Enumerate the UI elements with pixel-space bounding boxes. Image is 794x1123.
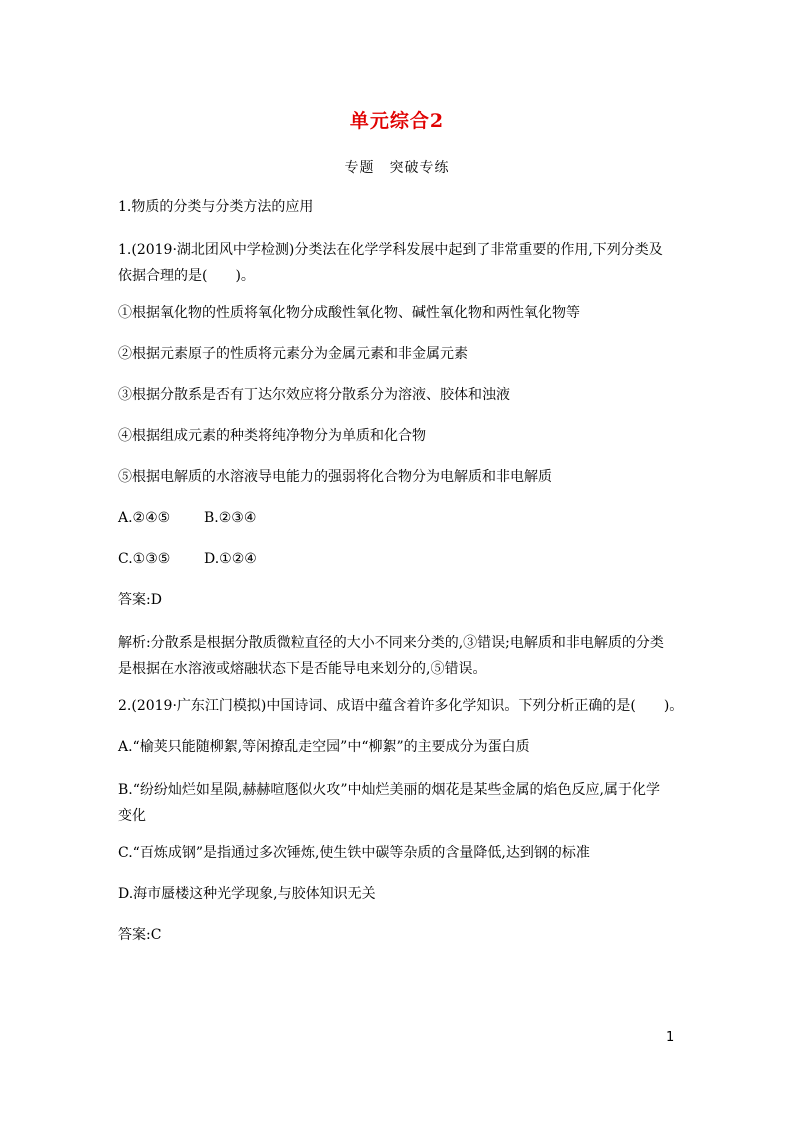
- question-1-analysis: [118, 630, 683, 682]
- question-2-answer: 答案:C: [118, 927, 162, 943]
- question-1-analysis-line-1: 解析:分散系是根据分散质微粒直径的大小不同来分类的,③错误;电解质和非电解质的分类: [118, 635, 664, 651]
- page-number: 1: [666, 1030, 675, 1045]
- question-2-option-c: C.“百炼成钢”是指通过多次锤炼,使生铁中碳等杂质的含量降低,达到钢的标准: [118, 845, 590, 861]
- question-2-option-a: A.“榆荚只能随柳絮,等闲撩乱走空园”中“柳絮”的主要成分为蛋白质: [118, 739, 530, 755]
- question-2-option-b: [118, 777, 683, 829]
- question-1-analysis-line-2: 是根据在水溶液或熔融状态下是否能导电来划分的,⑤错误。: [118, 661, 487, 677]
- question-1-option-b: B.②③④: [204, 510, 257, 526]
- question-1-item-3: ③根据分散系是否有丁达尔效应将分散系分为溶液、胶体和浊液: [118, 387, 510, 403]
- section-heading: 1.物质的分类与分类方法的应用: [118, 199, 314, 215]
- document-title: 单元综合2: [349, 110, 445, 132]
- question-1-options-row-1: [118, 507, 683, 529]
- question-1-item-5: ⑤根据电解质的水溶液导电能力的强弱将化合物分为电解质和非电解质: [118, 469, 552, 485]
- question-2-option-b-line-2: 变化: [118, 808, 146, 824]
- question-2-option-b-line-1: B.“纷纷灿烂如星陨,赫赫喧豗似火攻”中灿烂美丽的烟花是某些金属的焰色反应,属于化学: [118, 782, 660, 798]
- question-1-stem-line-2: 依据合理的是( )。: [118, 268, 255, 284]
- question-1-option-d: D.①②④: [204, 551, 257, 567]
- question-1-option-c: C.①③⑤: [118, 551, 171, 567]
- question-1-stem-line-1: 1.(2019·湖北团风中学检测)分类法在化学学科发展中起到了非常重要的作用,下列分类及: [118, 242, 663, 258]
- question-1-item-1: ①根据氧化物的性质将氧化物分成酸性氧化物、碱性氧化物和两性氧化物等: [118, 305, 580, 321]
- document-subtitle: 专题 突破专练: [344, 160, 450, 176]
- question-2-option-d: D.海市蜃楼这种光学现象,与胶体知识无关: [118, 886, 376, 902]
- question-1-options-row-2: [118, 548, 683, 570]
- document-body: [118, 196, 683, 965]
- question-1-stem: [118, 237, 683, 289]
- question-1-item-4: ④根据组成元素的种类将纯净物分为单质和化合物: [118, 428, 426, 444]
- question-2-stem: 2.(2019·广东江门模拟)中国诗词、成语中蕴含着许多化学知识。下列分析正确的是( )。: [118, 698, 684, 714]
- question-1-option-a: A.②④⑤: [118, 510, 171, 526]
- question-1-item-2: ②根据元素原子的性质将元素分为金属元素和非金属元素: [118, 346, 468, 362]
- question-1-answer: 答案:D: [118, 592, 162, 608]
